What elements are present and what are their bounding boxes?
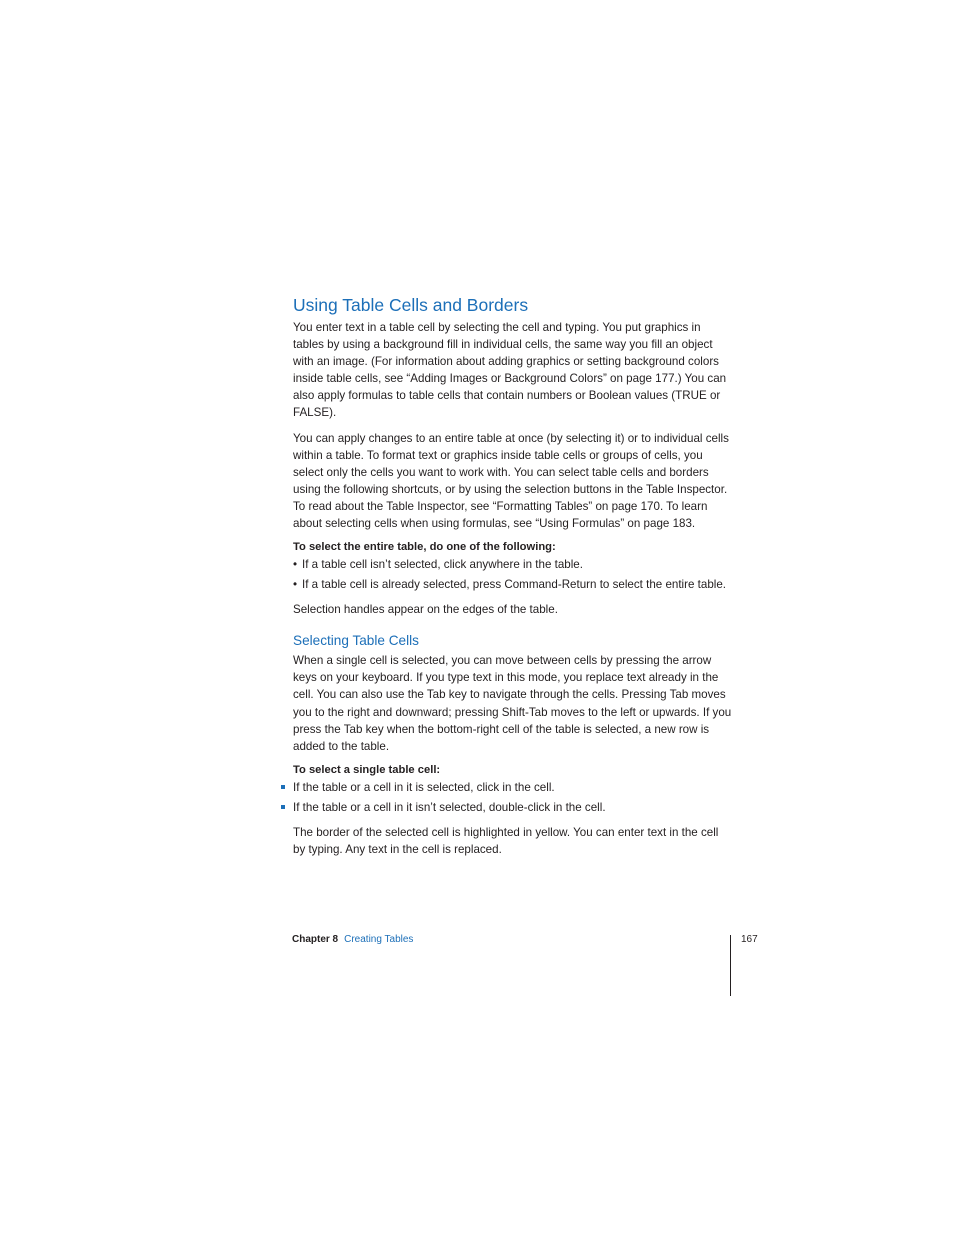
- list-item-text: If the table or a cell in it isn’t selected, double-click in the cell.: [293, 801, 606, 815]
- bullet-list: [293, 556, 733, 593]
- footer-divider: [730, 935, 731, 996]
- list-item: [293, 799, 733, 816]
- square-bullet-icon: [281, 785, 285, 789]
- list-item-text: If a table cell isn’t selected, click anywhere in the table.: [302, 558, 583, 572]
- body-paragraph: The border of the selected cell is highlighted in yellow. You can enter text in the cell by typing. Any text in the cell is replaced.: [293, 826, 719, 857]
- footer-chapter-title: Creating Tables: [344, 934, 414, 945]
- task-heading: To select a single table cell:: [293, 763, 441, 776]
- task-heading: To select the entire table, do one of the following:: [293, 541, 556, 554]
- page-number: 167: [741, 934, 758, 945]
- bullet-dot-icon: •: [293, 578, 298, 592]
- square-bullet-icon: [281, 805, 285, 809]
- bullet-dot-icon: •: [293, 558, 298, 572]
- body-paragraph: You enter text in a table cell by selecting the cell and typing. You put graphics in tables by using a background fill in individual cells, the same way you fill an object with an image. (For information about adding graphics or setting background colors inside table cells, see “Adding Images or Background Colors” on page 177.) You can also apply formulas to table cells that contain numbers or Boolean values (TRUE or FALSE).: [293, 321, 727, 420]
- body-paragraph: You can apply changes to an entire table at once (by selecting it) or to individual cells within a table. To format text or graphics inside table cells or groups of cells, you select only the cells you want to work with. You can select table cells and borders using the following shortcuts, or by using the selection buttons in the Table Inspector. To read about the Table Inspector, see “Formatting Tables” on page 170. To learn about selecting cells when using formulas, see “Using Formulas” on page 183.: [293, 431, 729, 531]
- body-paragraph: When a single cell is selected, you can move between cells by pressing the arrow keys on your keyboard. If you type text in this mode, you replace text already in the cell. You can also use the Tab key to navigate through the cells. Pressing Tab moves you to the right and downward; pressing Shift-Tab moves to the left or upwards. If you press the Tab key when the bottom-right cell of the table is selected, a new row is added to the table.: [293, 654, 732, 753]
- step-list: [293, 779, 733, 816]
- list-item: [293, 779, 733, 796]
- body-paragraph: Selection handles appear on the edges of the table.: [293, 603, 558, 617]
- page-footer: [292, 933, 413, 947]
- list-item: [293, 556, 733, 573]
- list-item-text: If a table cell is already selected, press Command-Return to select the entire table.: [302, 578, 727, 592]
- subsection-heading: Selecting Table Cells: [293, 633, 419, 649]
- section-heading: Using Table Cells and Borders: [293, 295, 529, 315]
- page-content: [293, 294, 733, 858]
- list-item: [293, 576, 733, 593]
- list-item-text: If the table or a cell in it is selected, click in the cell.: [293, 780, 555, 794]
- footer-chapter: Chapter 8: [292, 934, 339, 945]
